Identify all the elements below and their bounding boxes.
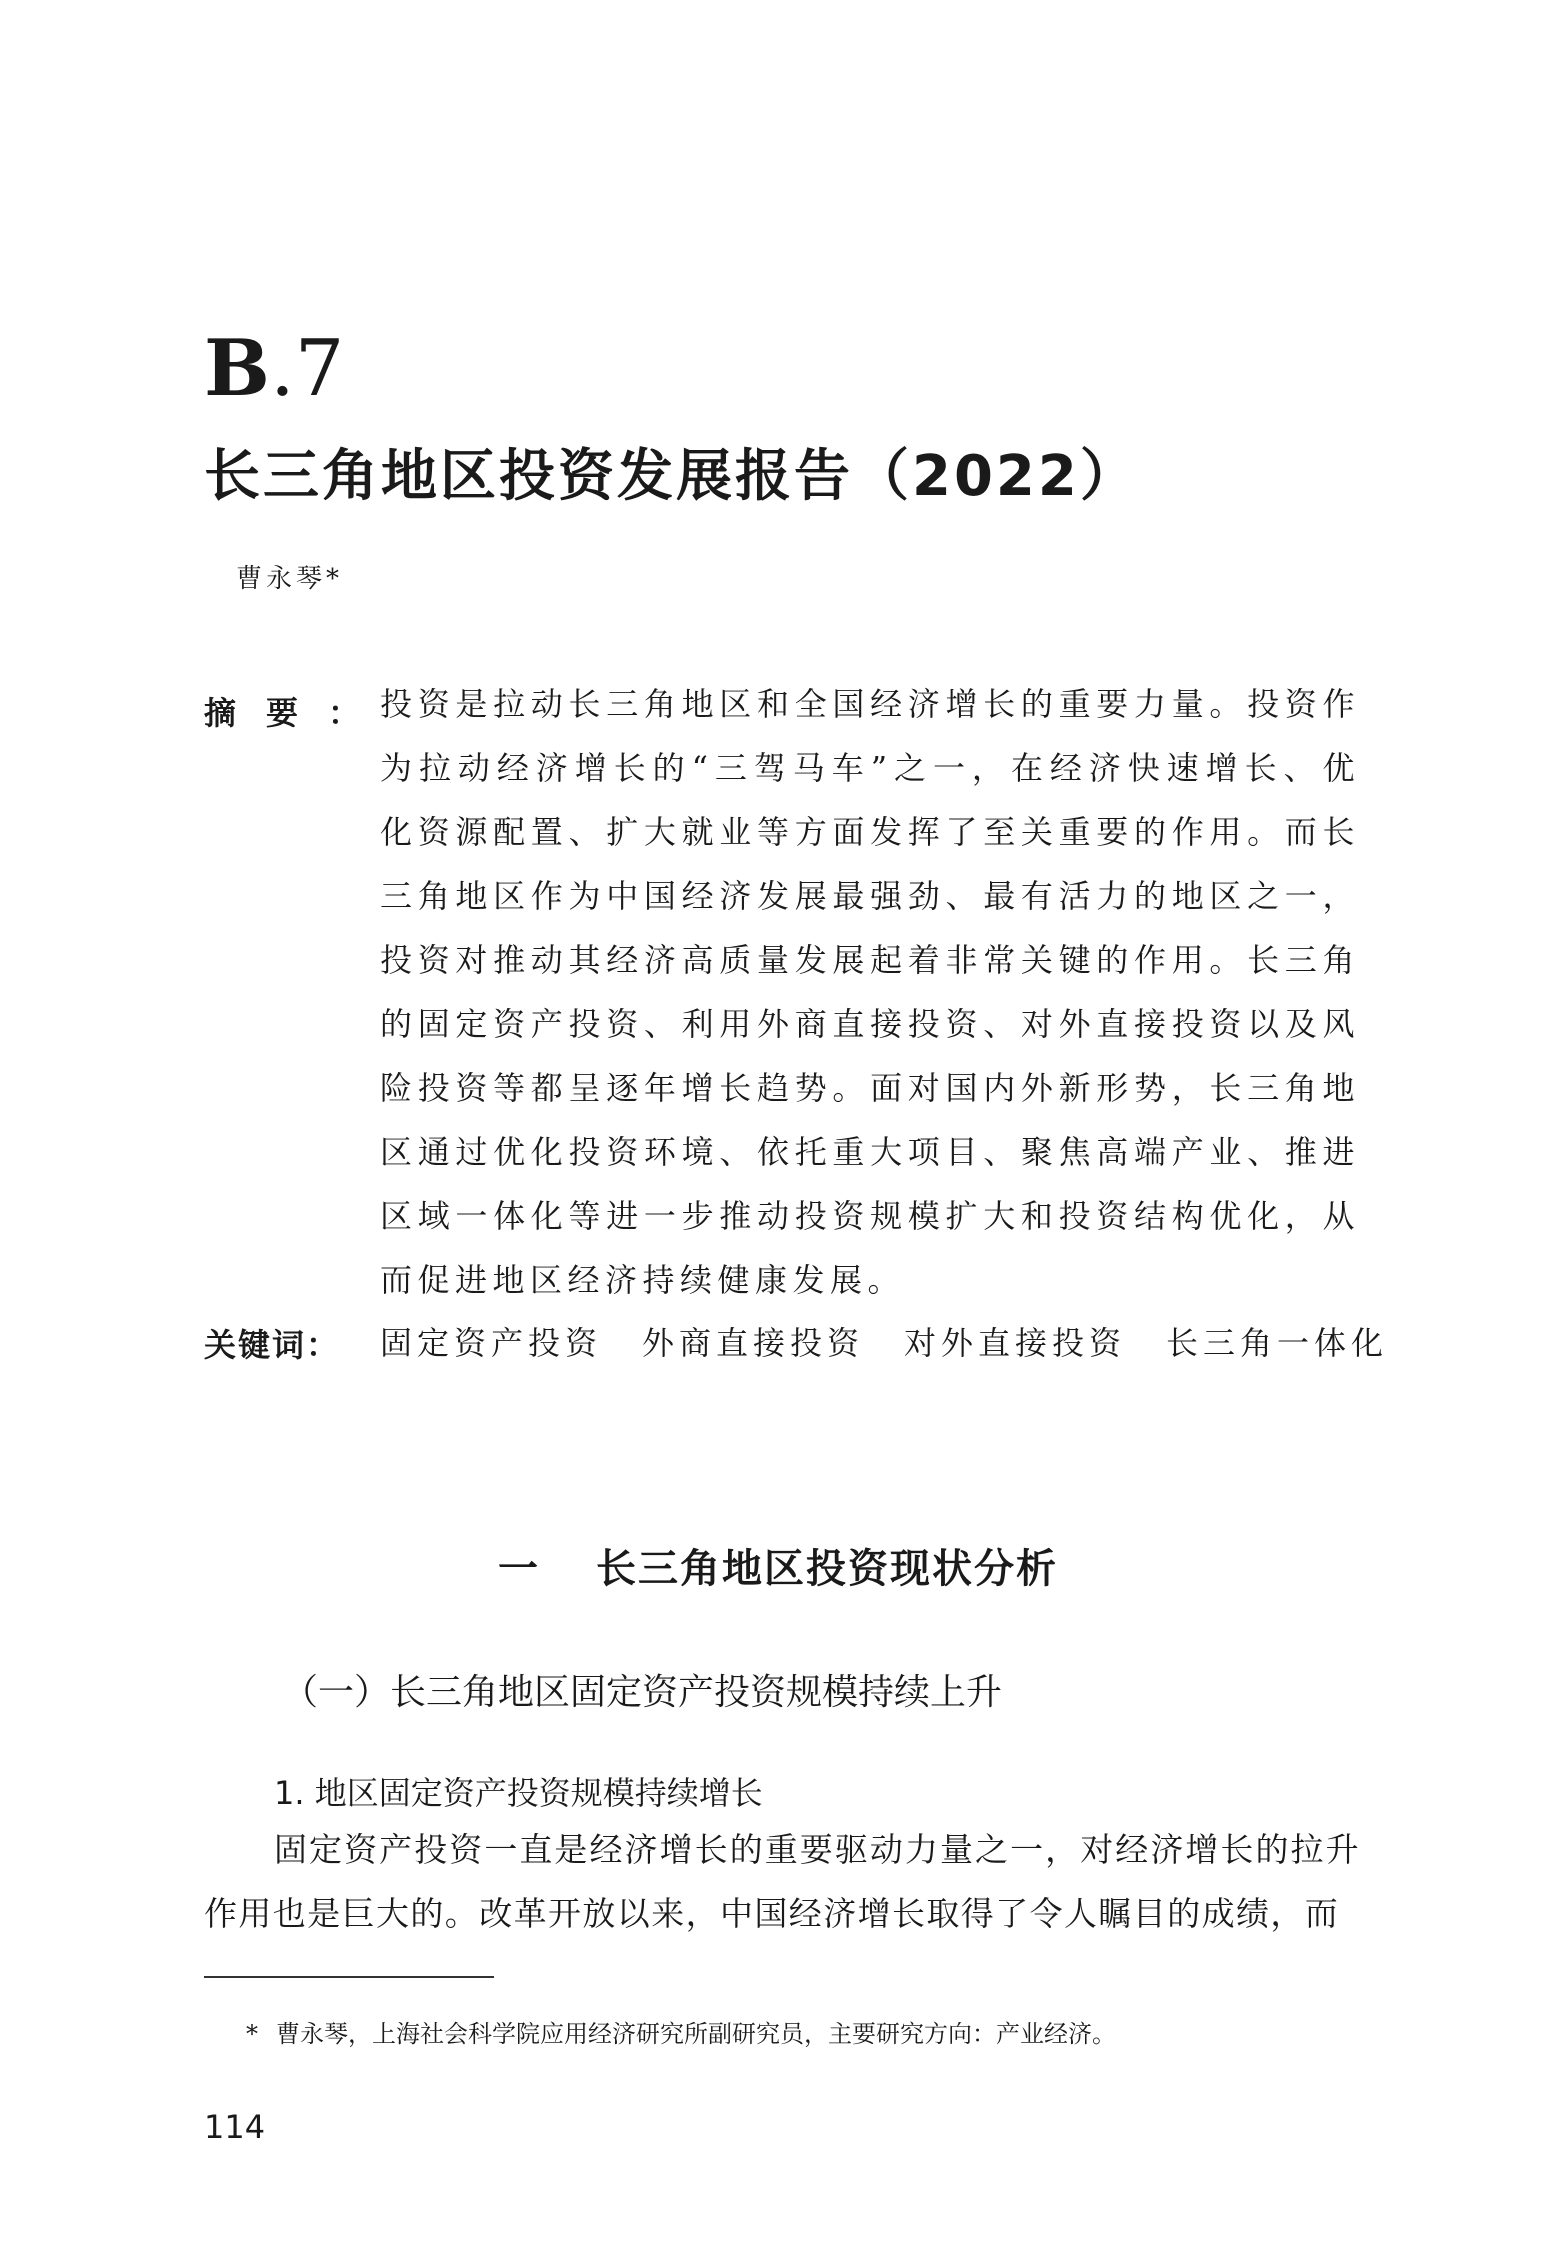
footnote-divider bbox=[204, 1976, 494, 1978]
keyword-item: 长三角一体化 bbox=[1166, 1324, 1389, 1362]
author: 曹永琴* bbox=[236, 564, 344, 594]
footnote-text: 曹永琴，上海社会科学院应用经济研究所副研究员，主要研究方向：产业经济。 bbox=[276, 2020, 1116, 2048]
section-title: 长三角地区投资现状分析 bbox=[596, 1546, 1058, 1592]
page-title: 长三角地区投资发展报告（2022） bbox=[204, 444, 1139, 509]
chapter-label bbox=[204, 323, 345, 414]
keywords-list bbox=[380, 1318, 1388, 1364]
chapter-letter: B bbox=[204, 323, 270, 414]
keyword-item: 固定资产投资 bbox=[380, 1324, 603, 1362]
abstract-label: 摘要： bbox=[204, 694, 391, 732]
chapter-number: .7 bbox=[269, 324, 345, 414]
footnote bbox=[246, 2014, 1116, 2049]
section-heading bbox=[0, 1537, 1556, 1594]
page-number: 114 bbox=[204, 2108, 266, 2146]
keyword-item: 对外直接投资 bbox=[904, 1324, 1127, 1362]
footnote-mark: * bbox=[246, 2020, 258, 2048]
abstract-text: 投资是拉动长三角地区和全国经济增长的重要力量。投资作为拉动经济增长的“三驾马车”之一，在经济快速增长、优化资源配置、扩大就业等方面发挥了至关重要的作用。而长三角地区作为中国经济发展最强劲、最有活力的地区之一，投资对推动其经济高质量发展起着非常关键的作用。长三角的固定资产投资、利用外商直接投资、对外直接投资以及风险投资等都呈逐年增长趋势。面对国内外新形势，长三角地区通过优化投资环境、依托重大项目、聚焦高端产业、推进区域一体化等进一步推动投资规模扩大和投资结构优化，从而促进地区经济持续健康发展。 bbox=[380, 685, 1360, 1299]
keywords-label: 关键词： bbox=[204, 1326, 341, 1364]
subsection-heading: （一）长三角地区固定资产投资规模持续上升 bbox=[282, 1672, 1003, 1713]
subsubsection-heading: 1. 地区固定资产投资规模持续增长 bbox=[274, 1774, 763, 1812]
keyword-item: 外商直接投资 bbox=[642, 1324, 865, 1362]
body-paragraph: 固定资产投资一直是经济增长的重要驱动力量之一，对经济增长的拉升作用也是巨大的。改革开放以来，中国经济增长取得了令人瞩目的成绩，而 bbox=[204, 1830, 1360, 1933]
section-number: 一 bbox=[498, 1546, 540, 1592]
